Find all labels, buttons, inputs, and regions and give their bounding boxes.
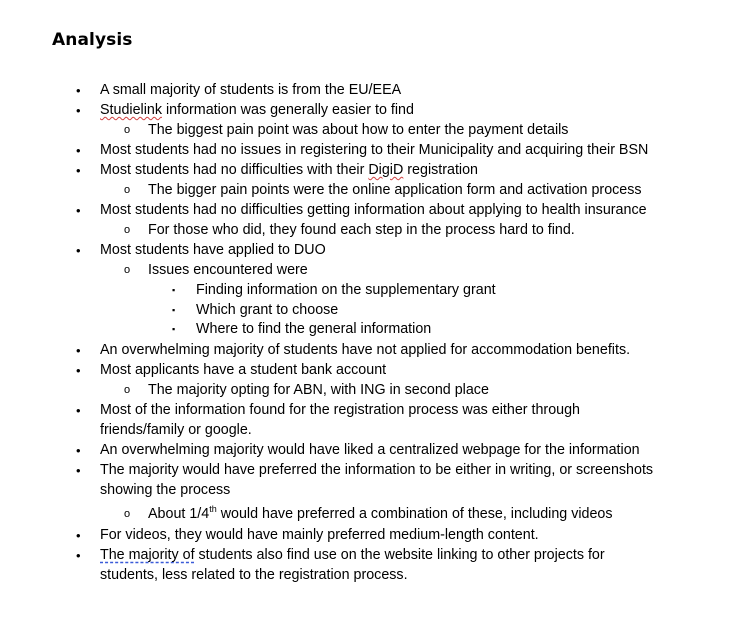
list-item: Most applicants have a student bank account — [100, 362, 387, 378]
bullet-icon: • — [76, 203, 81, 218]
bullet-icon: • — [76, 143, 81, 158]
list-item: The bigger pain points were the online application form and activation process — [148, 182, 642, 198]
list-item-continuation: showing the process — [100, 482, 231, 498]
grammar-suggestion[interactable]: The majority of — [100, 547, 195, 563]
bullet-icon: • — [76, 243, 81, 258]
list-item: Where to find the general information — [196, 321, 432, 337]
list-item: Most students had no difficulties with their DigiD registration — [100, 162, 479, 178]
list-item: Most students have applied to DUO — [100, 242, 326, 258]
list-item: An overwhelming majority of students have not applied for accommodation benefits. — [100, 342, 631, 358]
bullet-icon: • — [76, 528, 81, 543]
list-item: The majority of students also find use on the website linking to other projects for — [100, 547, 605, 563]
list-item: The majority would have preferred the information to be either in writing, or screenshots — [100, 462, 654, 478]
bullet-icon: • — [76, 548, 81, 563]
bullet-icon: • — [76, 403, 81, 418]
list-item: For those who did, they found each step in the process hard to find. — [148, 222, 575, 238]
list-item-continuation: students, less related to the registration process. — [100, 567, 408, 583]
square-bullet-icon: ▪ — [172, 324, 176, 334]
spellcheck-word[interactable]: DigiD — [368, 162, 404, 178]
bullet-icon: • — [76, 463, 81, 478]
circle-bullet-icon: o — [124, 384, 131, 396]
bullet-icon: • — [76, 83, 81, 98]
circle-bullet-icon: o — [124, 124, 131, 136]
circle-bullet-icon: o — [124, 508, 131, 520]
bullet-icon: • — [76, 103, 81, 118]
list-item: The majority opting for ABN, with ING in second place — [148, 382, 489, 398]
list-item: The biggest pain point was about how to enter the payment details — [148, 122, 569, 138]
list-item: Studielink information was generally easier to find — [100, 102, 414, 118]
section-heading: Analysis — [52, 30, 133, 50]
square-bullet-icon: ▪ — [172, 305, 176, 315]
square-bullet-icon: ▪ — [172, 285, 176, 295]
list-item: For videos, they would have mainly preferred medium-length content. — [100, 527, 539, 543]
circle-bullet-icon: o — [124, 184, 131, 196]
list-item: Most of the information found for the registration process was either through — [100, 402, 580, 418]
list-item: An overwhelming majority would have liked a centralized webpage for the information — [100, 442, 640, 458]
circle-bullet-icon: o — [124, 224, 131, 236]
bullet-icon: • — [76, 343, 81, 358]
list-item: Which grant to choose — [196, 302, 339, 318]
list-item: Most students had no issues in registering to their Municipality and acquiring their BSN — [100, 142, 649, 158]
list-item: Finding information on the supplementary grant — [196, 282, 496, 298]
list-item-continuation: friends/family or google. — [100, 422, 252, 438]
bullet-icon: • — [76, 163, 81, 178]
list-item: Issues encountered were — [148, 262, 308, 278]
bullet-icon: • — [76, 363, 81, 378]
circle-bullet-icon: o — [124, 264, 131, 276]
list-item: About 1/4th would have preferred a combination of these, including videos — [148, 504, 613, 522]
bullet-icon: • — [76, 443, 81, 458]
list-item: Most students had no difficulties getting information about applying to health insurance — [100, 202, 647, 218]
spellcheck-word[interactable]: Studielink — [100, 102, 162, 118]
list-item: A small majority of students is from the EU/EEA — [100, 82, 402, 98]
